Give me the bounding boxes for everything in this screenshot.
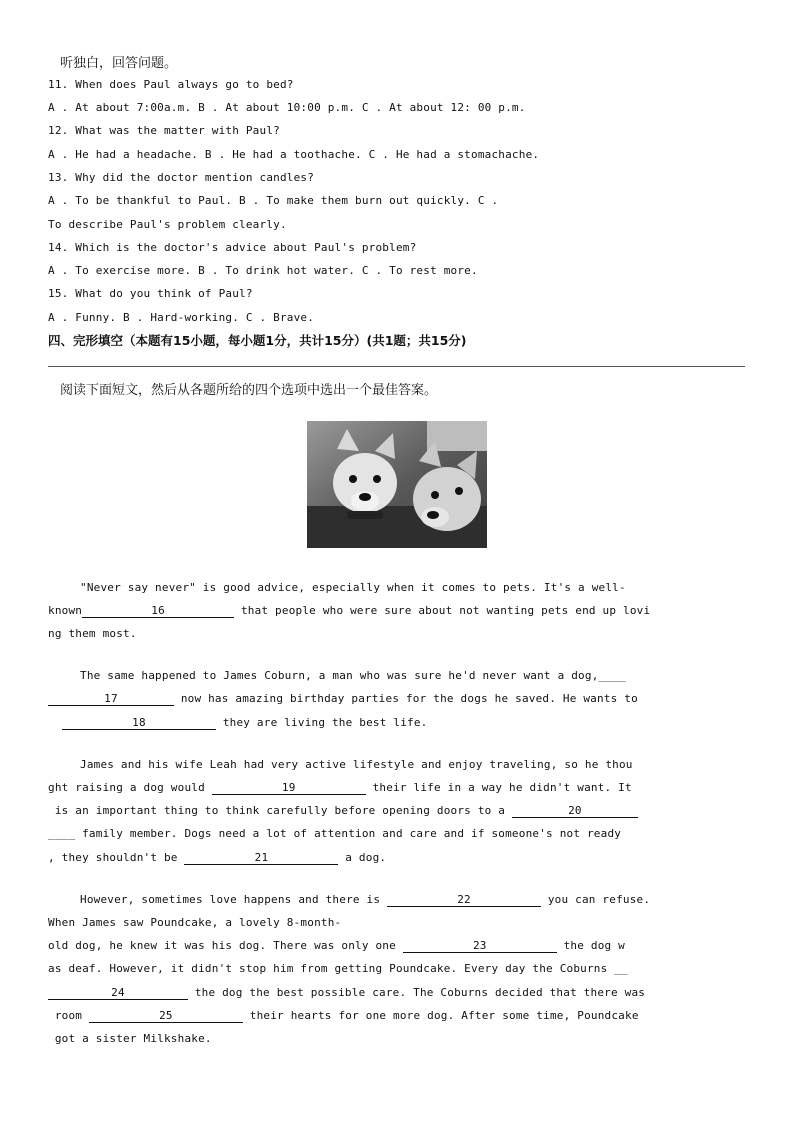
p4-text-d: the dog w bbox=[556, 939, 626, 952]
question-12-options: A . He had a headache. B . He had a toothache. C . He had a stomachache. bbox=[48, 148, 540, 161]
p2-line3 bbox=[62, 716, 428, 730]
p4-line2: When James saw Poundcake, a lovely 8-month- bbox=[48, 916, 342, 929]
p3-line3 bbox=[48, 804, 638, 818]
p3-text-d: , they shouldn't be bbox=[48, 851, 185, 864]
p2-line1: The same happened to James Coburn, a man who was sure he'd never want a dog,____ bbox=[80, 669, 626, 682]
p2-line2 bbox=[48, 692, 638, 706]
p4-text-f: room bbox=[48, 1009, 89, 1022]
blank-20: 20 bbox=[512, 804, 638, 818]
p3-text-b: their life in a way he didn't want. It bbox=[365, 781, 632, 794]
p4-line3 bbox=[48, 939, 625, 953]
question-12: 12. What was the matter with Paul? bbox=[48, 124, 280, 137]
p3-line5 bbox=[48, 851, 386, 865]
p4-line1 bbox=[80, 893, 650, 907]
p4-text-b: you can refuse. bbox=[541, 893, 651, 906]
p2-text-b: now has amazing birthday parties for the dogs he saved. He wants to bbox=[174, 692, 638, 705]
p3-text-c: is an important thing to think carefully before opening doors to a bbox=[48, 804, 512, 817]
question-11-options: A . At about 7:00a.m. B . At about 10:00 p.m. C . At about 12: 00 p.m. bbox=[48, 101, 526, 114]
p4-line5 bbox=[48, 986, 645, 1000]
blank-16: 16 bbox=[82, 604, 234, 618]
question-14: 14. Which is the doctor's advice about Paul's problem? bbox=[48, 241, 417, 254]
p4-text-c: old dog, he knew it was his dog. There was only one bbox=[48, 939, 403, 952]
section-heading: 四、完形填空（本题有15小题，每小题1分，共计15分）(共1题；共15分) bbox=[48, 333, 467, 348]
p2-text-c: they are living the best life. bbox=[216, 716, 428, 729]
blank-23: 23 bbox=[403, 939, 557, 953]
p4-line4: as deaf. However, it didn't stop him from getting Poundcake. Every day the Coburns __ bbox=[48, 962, 628, 975]
two-dogs-photo bbox=[307, 421, 487, 548]
p1-text-b: that people who were sure about not wanting pets end up lovi bbox=[234, 604, 651, 617]
question-13-options-cont: To describe Paul's problem clearly. bbox=[48, 218, 287, 231]
question-15: 15. What do you think of Paul? bbox=[48, 287, 253, 300]
question-13-options: A . To be thankful to Paul. B . To make them burn out quickly. C . bbox=[48, 194, 499, 207]
dogs-image bbox=[307, 421, 487, 548]
blank-18: 18 bbox=[62, 716, 216, 730]
p3-text-e: a dog. bbox=[338, 851, 387, 864]
cloze-instruction: 阅读下面短文，然后从各题所给的四个选项中选出一个最佳答案。 bbox=[60, 383, 438, 398]
p3-text-a: ght raising a dog would bbox=[48, 781, 212, 794]
question-14-options: A . To exercise more. B . To drink hot water. C . To rest more. bbox=[48, 264, 478, 277]
p1-line2 bbox=[48, 604, 650, 618]
p1-text-a: known bbox=[48, 604, 83, 617]
p4-text-a: However, sometimes love happens and there is bbox=[80, 893, 388, 906]
question-15-options: A . Funny. B . Hard-working. C . Brave. bbox=[48, 311, 315, 324]
p3-line1: James and his wife Leah had very active lifestyle and enjoy traveling, so he thou bbox=[80, 758, 633, 771]
p4-text-e: the dog the best possible care. The Coburns decided that there was bbox=[188, 986, 646, 999]
p4-line6 bbox=[48, 1009, 639, 1023]
p1-line1: "Never say never" is good advice, especially when it comes to pets. It's a well- bbox=[80, 581, 626, 594]
p1-line3: ng them most. bbox=[48, 627, 137, 640]
question-13: 13. Why did the doctor mention candles? bbox=[48, 171, 315, 184]
p4-line7: got a sister Milkshake. bbox=[48, 1032, 212, 1045]
p4-text-g: their hearts for one more dog. After some time, Poundcake bbox=[242, 1009, 639, 1022]
listening-instruction: 听独白，回答问题。 bbox=[60, 56, 178, 71]
blank-24: 24 bbox=[48, 986, 188, 1000]
p3-line4: ____ family member. Dogs need a lot of attention and care and if someone's not ready bbox=[48, 827, 622, 840]
question-11: 11. When does Paul always go to bed? bbox=[48, 78, 294, 91]
blank-22: 22 bbox=[387, 893, 541, 907]
blank-21: 21 bbox=[184, 851, 338, 865]
blank-25: 25 bbox=[89, 1009, 243, 1023]
p3-line2 bbox=[48, 781, 632, 795]
section-divider bbox=[48, 366, 745, 367]
blank-19: 19 bbox=[212, 781, 366, 795]
blank-17: 17 bbox=[48, 692, 174, 706]
